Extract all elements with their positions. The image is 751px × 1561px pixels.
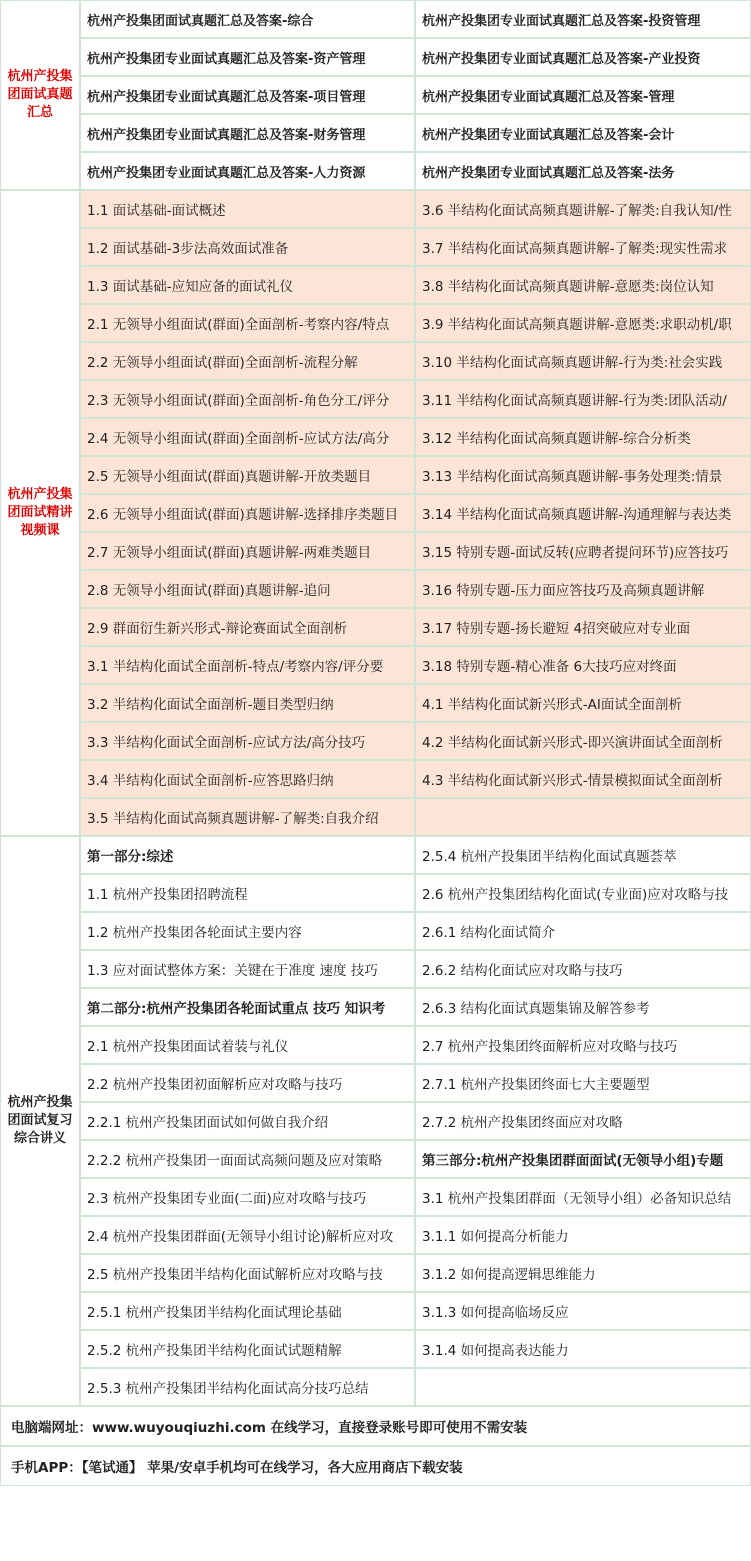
course-item-link[interactable]: 第三部分:杭州产投集团群面面试(无领导小组)专题 bbox=[415, 1140, 751, 1178]
course-item-link[interactable]: 1.3 应对面试整体方案：关键在于准度 速度 技巧 bbox=[80, 950, 415, 988]
course-item-link[interactable]: 3.15 特别专题-面试反转(应聘者提问环节)应答技巧 bbox=[415, 532, 751, 570]
course-item-link[interactable]: 2.5 杭州产投集团半结构化面试解析应对攻略与技 bbox=[80, 1254, 415, 1292]
section-label-question-bank: 杭州产投集团面试真题汇总 bbox=[0, 0, 80, 190]
course-item-link[interactable]: 2.5.2 杭州产投集团半结构化面试试题精解 bbox=[80, 1330, 415, 1368]
table-row bbox=[0, 874, 751, 912]
course-item-link[interactable]: 2.5.3 杭州产投集团半结构化面试高分技巧总结 bbox=[80, 1368, 415, 1406]
course-item-link[interactable]: 2.7 无领导小组面试(群面)真题讲解-两难类题目 bbox=[80, 532, 415, 570]
footer-row bbox=[0, 1446, 751, 1486]
course-item-link[interactable]: 3.17 特别专题-扬长避短 4招突破应对专业面 bbox=[415, 608, 751, 646]
course-item-link[interactable]: 3.3 半结构化面试全面剖析-应试方法/高分技巧 bbox=[80, 722, 415, 760]
table-row bbox=[0, 988, 751, 1026]
course-item-link[interactable]: 3.1.1 如何提高分析能力 bbox=[415, 1216, 751, 1254]
table-row bbox=[0, 646, 751, 684]
table-row bbox=[0, 1026, 751, 1064]
course-item-link[interactable]: 第二部分:杭州产投集团各轮面试重点 技巧 知识考 bbox=[80, 988, 415, 1026]
course-item-link[interactable]: 2.7 杭州产投集团终面解析应对攻略与技巧 bbox=[415, 1026, 751, 1064]
table-row bbox=[0, 1064, 751, 1102]
table-row bbox=[0, 456, 751, 494]
course-item-link[interactable]: 2.3 杭州产投集团专业面(二面)应对攻略与技巧 bbox=[80, 1178, 415, 1216]
course-item-link[interactable]: 2.6.1 结构化面试简介 bbox=[415, 912, 751, 950]
course-item-link[interactable]: 3.1 半结构化面试全面剖析-特点/考察内容/评分要 bbox=[80, 646, 415, 684]
table-row bbox=[0, 0, 751, 38]
course-item-link[interactable]: 1.1 杭州产投集团招聘流程 bbox=[80, 874, 415, 912]
course-item-link[interactable]: 3.1.3 如何提高临场反应 bbox=[415, 1292, 751, 1330]
course-item-link[interactable]: 杭州产投集团专业面试真题汇总及答案-项目管理 bbox=[80, 76, 415, 114]
table-row bbox=[0, 342, 751, 380]
course-item-link[interactable]: 2.2.2 杭州产投集团一面面试高频问题及应对策略 bbox=[80, 1140, 415, 1178]
course-item-link[interactable]: 2.7.2 杭州产投集团终面应对攻略 bbox=[415, 1102, 751, 1140]
course-item-link[interactable]: 1.2 面试基础-3步法高效面试准备 bbox=[80, 228, 415, 266]
course-item-link[interactable]: 3.6 半结构化面试高频真题讲解-了解类:自我认知/性 bbox=[415, 190, 751, 228]
course-item-link[interactable]: 2.5 无领导小组面试(群面)真题讲解-开放类题目 bbox=[80, 456, 415, 494]
course-item-link[interactable]: 2.6.3 结构化面试真题集锦及解答参考 bbox=[415, 988, 751, 1026]
table-row bbox=[0, 722, 751, 760]
table-row bbox=[0, 1178, 751, 1216]
table-row bbox=[0, 798, 751, 836]
footer-website-text: 电脑端网址：www.wuyouqiuzhi.com 在线学习，直接登录账号即可使用不需安装 bbox=[0, 1406, 751, 1446]
course-item-link[interactable]: 3.16 特别专题-压力面应答技巧及高频真题讲解 bbox=[415, 570, 751, 608]
course-item-link[interactable]: 2.6 杭州产投集团结构化面试(专业面)应对攻略与技 bbox=[415, 874, 751, 912]
table-row bbox=[0, 1368, 751, 1406]
course-item-link[interactable]: 2.5.4 杭州产投集团半结构化面试真题荟萃 bbox=[415, 836, 751, 874]
course-item-link[interactable]: 1.1 面试基础-面试概述 bbox=[80, 190, 415, 228]
course-item-link[interactable]: 3.12 半结构化面试高频真题讲解-综合分析类 bbox=[415, 418, 751, 456]
table-row bbox=[0, 38, 751, 76]
empty-cell bbox=[415, 798, 751, 836]
course-item-link[interactable]: 2.9 群面衍生新兴形式-辩论赛面试全面剖析 bbox=[80, 608, 415, 646]
footer-app-text: 手机APP：【笔试通】 苹果/安卓手机均可在线学习，各大应用商店下载安装 bbox=[0, 1446, 751, 1486]
course-item-link[interactable]: 2.1 无领导小组面试(群面)全面剖析-考察内容/特点 bbox=[80, 304, 415, 342]
course-item-link[interactable]: 1.2 杭州产投集团各轮面试主要内容 bbox=[80, 912, 415, 950]
table-row bbox=[0, 494, 751, 532]
course-item-link[interactable]: 3.1.2 如何提高逻辑思维能力 bbox=[415, 1254, 751, 1292]
course-item-link[interactable]: 2.6.2 结构化面试应对攻略与技巧 bbox=[415, 950, 751, 988]
course-item-link[interactable]: 2.7.1 杭州产投集团终面七大主要题型 bbox=[415, 1064, 751, 1102]
footer-row bbox=[0, 1406, 751, 1446]
course-item-link[interactable]: 4.2 半结构化面试新兴形式-即兴演讲面试全面剖析 bbox=[415, 722, 751, 760]
course-item-link[interactable]: 3.2 半结构化面试全面剖析-题目类型归纳 bbox=[80, 684, 415, 722]
table-row bbox=[0, 570, 751, 608]
course-item-link[interactable]: 杭州产投集团专业面试真题汇总及答案-投资管理 bbox=[415, 0, 751, 38]
course-item-link[interactable]: 4.1 半结构化面试新兴形式-AI面试全面剖析 bbox=[415, 684, 751, 722]
course-item-link[interactable]: 3.1 杭州产投集团群面（无领导小组）必备知识总结 bbox=[415, 1178, 751, 1216]
table-row bbox=[0, 1216, 751, 1254]
course-item-link[interactable]: 2.8 无领导小组面试(群面)真题讲解-追问 bbox=[80, 570, 415, 608]
course-item-link[interactable]: 3.8 半结构化面试高频真题讲解-意愿类:岗位认知 bbox=[415, 266, 751, 304]
table-row bbox=[0, 608, 751, 646]
course-item-link[interactable]: 2.3 无领导小组面试(群面)全面剖析-角色分工/评分 bbox=[80, 380, 415, 418]
table-row bbox=[0, 532, 751, 570]
table-row bbox=[0, 1140, 751, 1178]
course-item-link[interactable]: 4.3 半结构化面试新兴形式-情景模拟面试全面剖析 bbox=[415, 760, 751, 798]
course-item-link[interactable]: 3.11 半结构化面试高频真题讲解-行为类:团队活动/ bbox=[415, 380, 751, 418]
table-row bbox=[0, 684, 751, 722]
course-item-link[interactable]: 2.1 杭州产投集团面试着装与礼仪 bbox=[80, 1026, 415, 1064]
table-row bbox=[0, 1254, 751, 1292]
course-item-link[interactable]: 3.7 半结构化面试高频真题讲解-了解类:现实性需求 bbox=[415, 228, 751, 266]
table-row bbox=[0, 418, 751, 456]
table-row bbox=[0, 836, 751, 874]
course-item-link[interactable]: 杭州产投集团专业面试真题汇总及答案-管理 bbox=[415, 76, 751, 114]
table-row bbox=[0, 114, 751, 152]
course-item-link[interactable]: 2.2 无领导小组面试(群面)全面剖析-流程分解 bbox=[80, 342, 415, 380]
course-item-link[interactable]: 3.1.4 如何提高表达能力 bbox=[415, 1330, 751, 1368]
table-row bbox=[0, 1330, 751, 1368]
course-item-link[interactable]: 3.4 半结构化面试全面剖析-应答思路归纳 bbox=[80, 760, 415, 798]
course-item-link[interactable]: 3.18 特别专题-精心准备 6大技巧应对终面 bbox=[415, 646, 751, 684]
course-item-link[interactable]: 第一部分:综述 bbox=[80, 836, 415, 874]
course-item-link[interactable]: 3.14 半结构化面试高频真题讲解-沟通理解与表达类 bbox=[415, 494, 751, 532]
empty-cell bbox=[415, 1368, 751, 1406]
course-item-link[interactable]: 杭州产投集团面试真题汇总及答案-综合 bbox=[80, 0, 415, 38]
table-row bbox=[0, 912, 751, 950]
table-row bbox=[0, 76, 751, 114]
course-item-link[interactable]: 3.5 半结构化面试高频真题讲解-了解类:自我介绍 bbox=[80, 798, 415, 836]
course-item-link[interactable]: 3.10 半结构化面试高频真题讲解-行为类:社会实践 bbox=[415, 342, 751, 380]
table-row bbox=[0, 152, 751, 190]
table-row bbox=[0, 1292, 751, 1330]
course-item-link[interactable]: 2.5.1 杭州产投集团半结构化面试理论基础 bbox=[80, 1292, 415, 1330]
course-item-link[interactable]: 杭州产投集团专业面试真题汇总及答案-法务 bbox=[415, 152, 751, 190]
table-row bbox=[0, 304, 751, 342]
course-item-link[interactable]: 2.4 无领导小组面试(群面)全面剖析-应试方法/高分 bbox=[80, 418, 415, 456]
course-item-link[interactable]: 杭州产投集团专业面试真题汇总及答案-人力资源 bbox=[80, 152, 415, 190]
table-row bbox=[0, 950, 751, 988]
course-item-link[interactable]: 2.2 杭州产投集团初面解析应对攻略与技巧 bbox=[80, 1064, 415, 1102]
course-item-link[interactable]: 3.9 半结构化面试高频真题讲解-意愿类:求职动机/职 bbox=[415, 304, 751, 342]
table-row bbox=[0, 266, 751, 304]
course-item-link[interactable]: 杭州产投集团专业面试真题汇总及答案-产业投资 bbox=[415, 38, 751, 76]
table-row bbox=[0, 380, 751, 418]
course-item-link[interactable]: 2.6 无领导小组面试(群面)真题讲解-选择排序类题目 bbox=[80, 494, 415, 532]
course-item-link[interactable]: 杭州产投集团专业面试真题汇总及答案-财务管理 bbox=[80, 114, 415, 152]
table-row bbox=[0, 190, 751, 228]
course-item-link[interactable]: 3.13 半结构化面试高频真题讲解-事务处理类:情景 bbox=[415, 456, 751, 494]
course-item-link[interactable]: 1.3 面试基础-应知应备的面试礼仪 bbox=[80, 266, 415, 304]
course-item-link[interactable]: 杭州产投集团专业面试真题汇总及答案-资产管理 bbox=[80, 38, 415, 76]
table-row bbox=[0, 760, 751, 798]
course-item-link[interactable]: 2.4 杭州产投集团群面(无领导小组讨论)解析应对攻 bbox=[80, 1216, 415, 1254]
section-label-video-course: 杭州产投集团面试精讲视频课 bbox=[0, 190, 80, 836]
table-row bbox=[0, 1102, 751, 1140]
section-label-review-handout: 杭州产投集团面试复习综合讲义 bbox=[0, 836, 80, 1406]
course-item-link[interactable]: 杭州产投集团专业面试真题汇总及答案-会计 bbox=[415, 114, 751, 152]
course-item-link[interactable]: 2.2.1 杭州产投集团面试如何做自我介绍 bbox=[80, 1102, 415, 1140]
table-row bbox=[0, 228, 751, 266]
